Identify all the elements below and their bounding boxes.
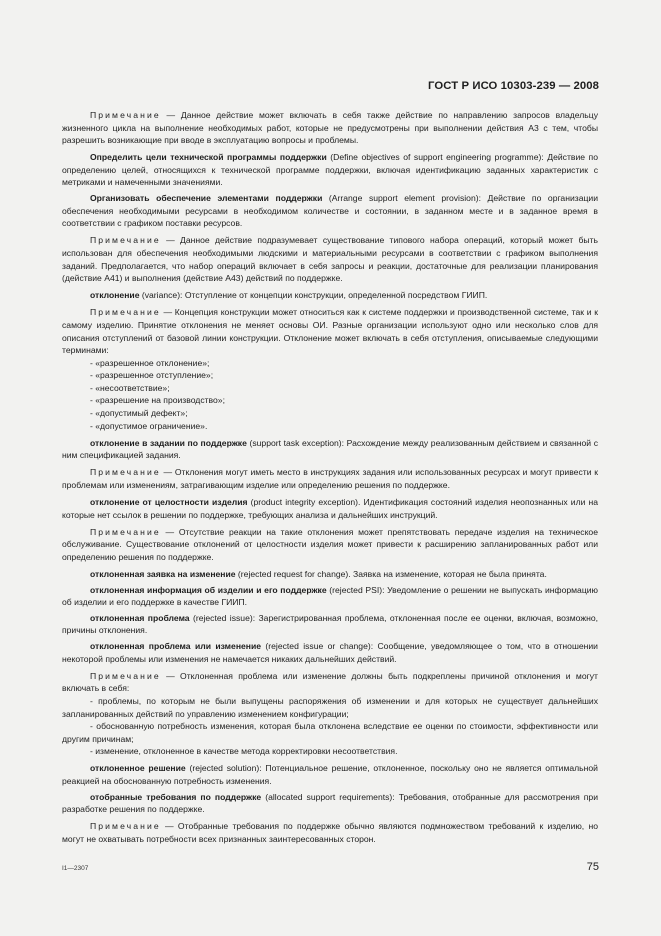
note-label: Примечание [90, 670, 161, 681]
term-definition: отклонение в задании по поддержке (support task exception): Расхождение между реализованным действием и связанной с ним спецификацией задания. [62, 437, 599, 461]
note-paragraph: Примечание — Данное действие подразумевает существование типового набора операций, который может быть использован для обеспечения необходимыми людскими и материальными ресурсами в соответствии с графиком выполнения заданий. Предполагается, что набор операций включает в себя запросы и реакции, достаточные для реализации планирования (действие А41) и выполнения (действие А43) действий по поддержке. [62, 235, 598, 284]
term: отклоненная информация об изделии и его поддержке [90, 584, 327, 595]
list-item: - обоснованную потребность изменения, которая была отклонена вследствие ее оценки по стоимости, эффективности или другим причинам; [62, 721, 598, 744]
note-paragraph: Примечание — Отклонения могут иметь место в инструкциях задания или использованных ресурсах и могут привести к проблемам или изменениям, затрагивающим изделие или определению решения по поддержке. [62, 467, 598, 491]
page-number: 75 [586, 861, 599, 873]
term: отобранные требования по поддержке [90, 791, 262, 802]
term: отклоненное решение [90, 763, 186, 774]
term-definition: отобранные требования по поддержке (allocated support requirements): Требования, отобранные для рассмотрения при разработке решения по поддержке. [62, 791, 598, 815]
term-definition: отклонение от целостности изделия (product integrity exception). Идентификация состояний изделия неопознанных или на которые нет ссылок в решении по поддержке, требующих анализа и дальнейших инструкций. [62, 497, 598, 520]
term: отклонение [90, 290, 140, 301]
list-item: - «разрешение на производство»; [90, 395, 225, 406]
note-paragraph: Примечание — Данное действие может включать в себя также действие по направлению запросов владельцу жизненного цикла на выполнение необходимых работ, которые не предусмотрены при выполнении действия А3 с тем, чтобы разрешить возникающие при вводе в эксплуатацию вопросы и проблемы. [62, 110, 598, 146]
note-label: Примечание [90, 307, 161, 318]
list-item: - изменение, отклоненное в качестве метода корректировки несоответствия. [90, 746, 398, 757]
note-paragraph: Примечание — Отсутствие реакции на такие отклонения может препятствовать передаче изделия на техническое обслуживание. Существование отклонений от целостности изделия может привести к расширению запланированных работ или определению решения по поддержке. [62, 526, 598, 562]
term: Организовать обеспечение элементами поддержки [90, 193, 323, 204]
term-definition: отклоненное решение (rejected solution): Потенциальное решение, отклоненное, поскольку оно не является оптимальной реакцией на обоснованную потребность изменения. [62, 763, 598, 786]
term: Определить цели технической программы поддержки [90, 152, 327, 163]
term: отклонение в задании по поддержке [90, 437, 247, 448]
note-label: Примечание [90, 821, 161, 832]
term: отклоненная заявка на изменение [90, 569, 236, 580]
term: отклоненная проблема [90, 612, 190, 623]
list-item: - «разрешенное отклонение»; [90, 357, 210, 368]
note-label: Примечание [90, 110, 161, 120]
term: отклоненная проблема или изменение [90, 641, 262, 652]
term: отклонение от целостности изделия [90, 497, 248, 508]
note-label: Примечание [90, 467, 161, 478]
list-item: - «допустимый дефект»; [90, 408, 188, 419]
term-definition: отклоненная информация об изделии и его поддержке (rejected PSI): Уведомление о решении не выпускать информацию об изделии и его поддержке в качестве ГИИП. [62, 584, 598, 608]
note-paragraph: Примечание — Отобранные требования по поддержке обычно являются подмножеством требований к изделию, но могут не охватывать потребности всех признанных заинтересованных сторон. [62, 821, 599, 844]
list-item: - «разрешенное отступление»; [90, 370, 214, 381]
document-body [62, 109, 598, 845]
list-item: - проблемы, по которым не были выпущены распоряжения об изменении и для которых не существует дальнейших запланированных действий по управлению изменением конфигурации; [62, 695, 598, 719]
term-definition: отклоненная проблема (rejected issue): Зарегистрированная проблема, отклоненная после ее оценки, включая, возможно, причины отклонения. [62, 612, 598, 636]
print-code: I1—2307 [62, 865, 89, 872]
term-definition: отклоненная заявка на изменение (rejected request for change). Заявка на изменение, которая не была принята. [90, 569, 547, 580]
note-label: Примечание [90, 526, 161, 537]
note-label: Примечание [90, 235, 161, 246]
list-item: - «допустимое ограничение». [90, 420, 208, 431]
term-definition: отклонение (variance): Отступление от концепции конструкции, определенной посредством ГИИП. [90, 290, 488, 301]
document-header: ГОСТ Р ИСО 10303-239 — 2008 [428, 80, 599, 92]
term-definition: Определить цели технической программы поддержки (Define objectives of support engineering programme): Действие по определению целей, относящихся к технической программе поддержки, включая идентификацию заданных характеристик с метриками и намеченными значениями. [62, 152, 598, 188]
note-paragraph: Примечание — Концепция конструкции может относиться как к системе поддержки и производственной системе, так и к самому изделию. Принятие отклонения не меняет основы ОИ. Разные организации используют одно или несколько слов для описания отступлений от базовой линии конструкции. Отклонение может включать в себя отступления, описываемые следующими терминами: [62, 307, 599, 356]
note-paragraph: Примечание — Отклоненная проблема или изменение должны быть подкреплены причиной отклонения и могут включать в себя: [62, 670, 598, 694]
list-item: - «несоответствие»; [90, 382, 170, 393]
term-definition: Организовать обеспечение элементами поддержки (Arrange support element provision): Действие по организации обеспечения необходимыми ресурсами в необходимом количестве и состоянии, в заданном месте и в заданное время в соответствии с графиком поставки ресурсов. [62, 193, 598, 229]
term-definition: отклоненная проблема или изменение (rejected issue or change): Сообщение, уведомляющее о том, что в отношении некоторой проблемы или изменения не намечается никаких дальнейших действий. [62, 641, 598, 664]
